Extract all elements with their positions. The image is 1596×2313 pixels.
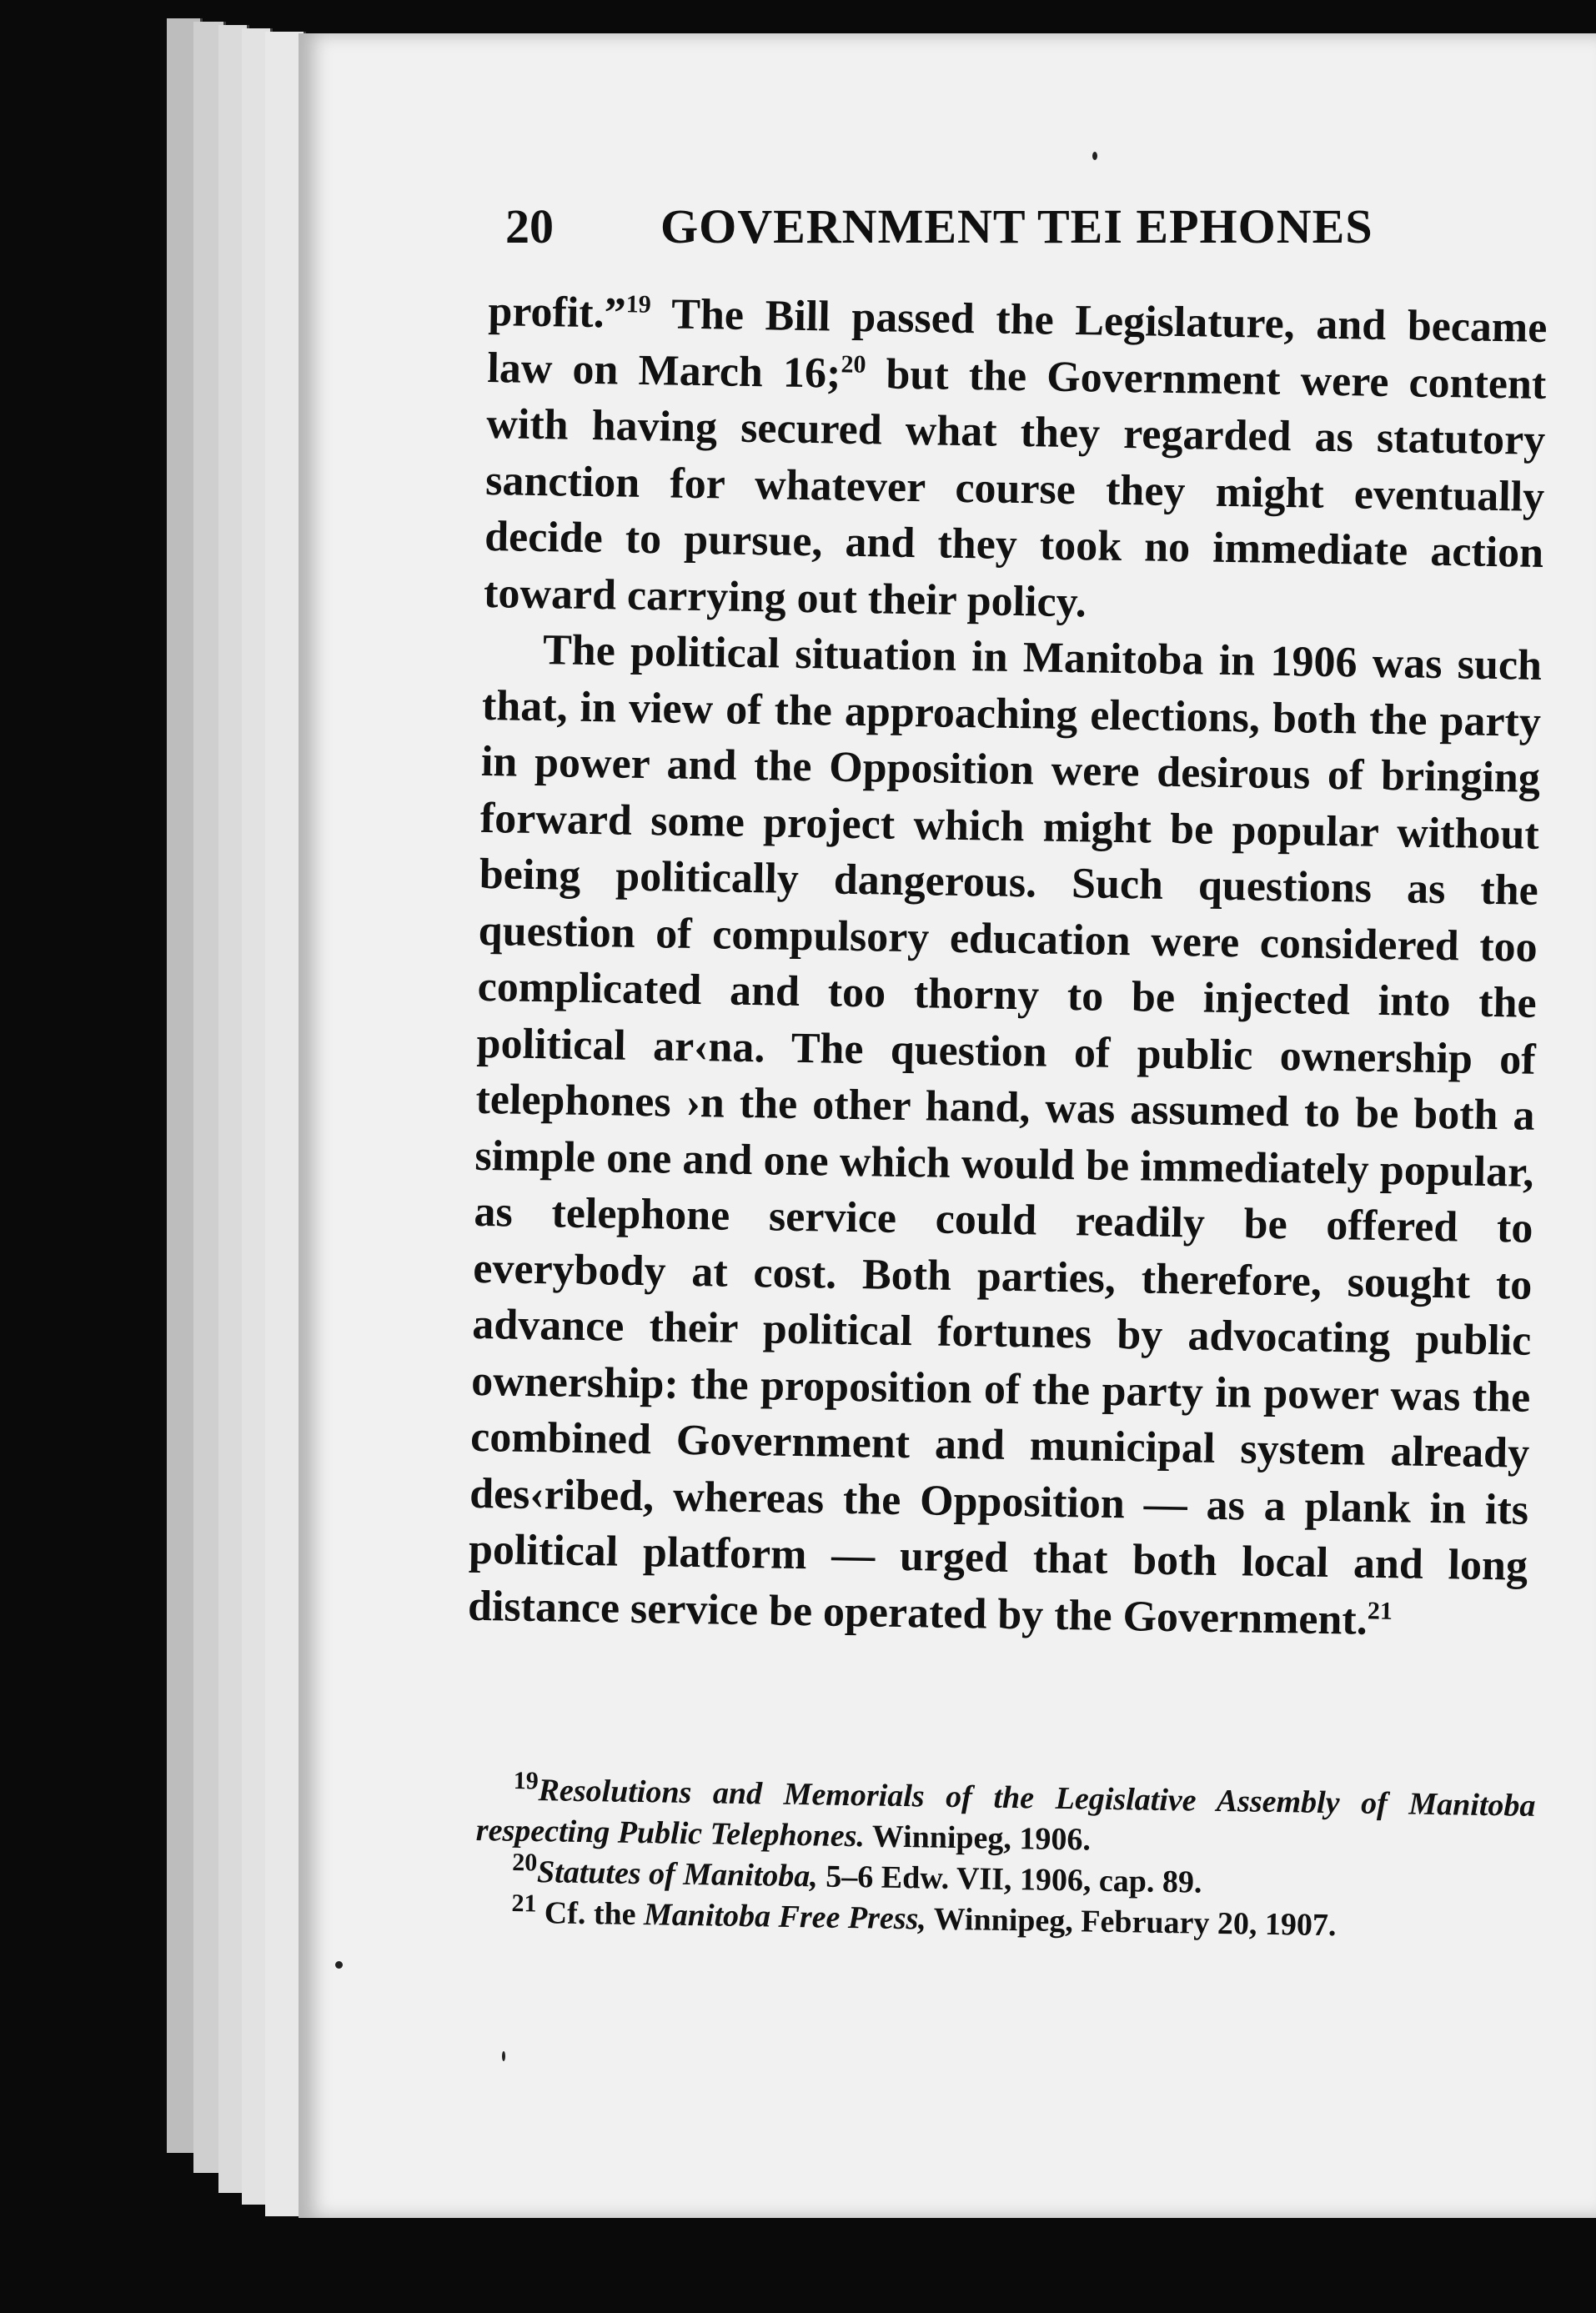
paragraph-text: The political situation in Manitoba in 1906 was such that, in view of the approaching elections, both the party in power and the Opposition were desirous of bringing forward some project which might be popular without being politically dangerous. Such questions as the question of compulsory education were considered too complicated and too thorny to be injected into the political ar‹na. The question of public ownership of telephones ›n the other hand, was assumed to be both a simple one and one which would be immediately popular, as telephone service could readily be offered to everybody at cost. Both parties, therefore, sought to advance their political fortunes by advocating public ownership: the proposition of the party in power was the combined Government and municipal system already des‹ribed, whereas the Opposition — as a plank in its political platform — urged that both local and long distance service be operated by the Government. [467, 626, 1543, 1644]
paragraph-text: but the Government were content with having secured what they regarded as statutory sanction for whatever course they might eventually decide to pursue, and they took no immediate action toward carrying out their policy. [483, 349, 1547, 626]
footnote-ref: 20 [841, 349, 866, 379]
scan-speck [502, 2051, 505, 2061]
footnote-text: 5–6 Edw. VII, 1906, cap. 89. [817, 1859, 1202, 1900]
paragraph-text: The Bill passed the Legislature, and became law on March 16; [486, 290, 1548, 398]
footnote-ref: 21 [1367, 1596, 1393, 1625]
page-number: 20 [505, 199, 554, 253]
running-title: GOVERNMENT TEI EPHONES [660, 199, 1373, 253]
paragraph-text: profit.” [488, 287, 627, 338]
footnotes [474, 1769, 1536, 1949]
footnote-text: Winnipeg, February 20, 1907. [926, 1901, 1337, 1944]
footnote-text: Cf. the [535, 1895, 645, 1933]
footnote-number: 21 [511, 1889, 537, 1918]
footnote-number: 20 [511, 1849, 538, 1877]
scan-speck [335, 1961, 343, 1969]
footnote-text: Winnipeg, 1906. [864, 1819, 1092, 1858]
footnote-ref: 19 [625, 290, 652, 319]
page-header [505, 198, 1406, 265]
footnote-title: Manitoba Free Press, [643, 1897, 927, 1937]
footnote-number: 19 [513, 1767, 540, 1795]
paragraph [468, 621, 1543, 1651]
footnote-title: Resolutions and Memorials of the Legislative Assembly of Manitoba respecting Public Telephones. [475, 1773, 1536, 1854]
body-text [468, 283, 1548, 1651]
scan-speck [1092, 152, 1097, 160]
paragraph [484, 283, 1548, 638]
footnote-title: Statutes of Manitoba, [536, 1854, 819, 1894]
